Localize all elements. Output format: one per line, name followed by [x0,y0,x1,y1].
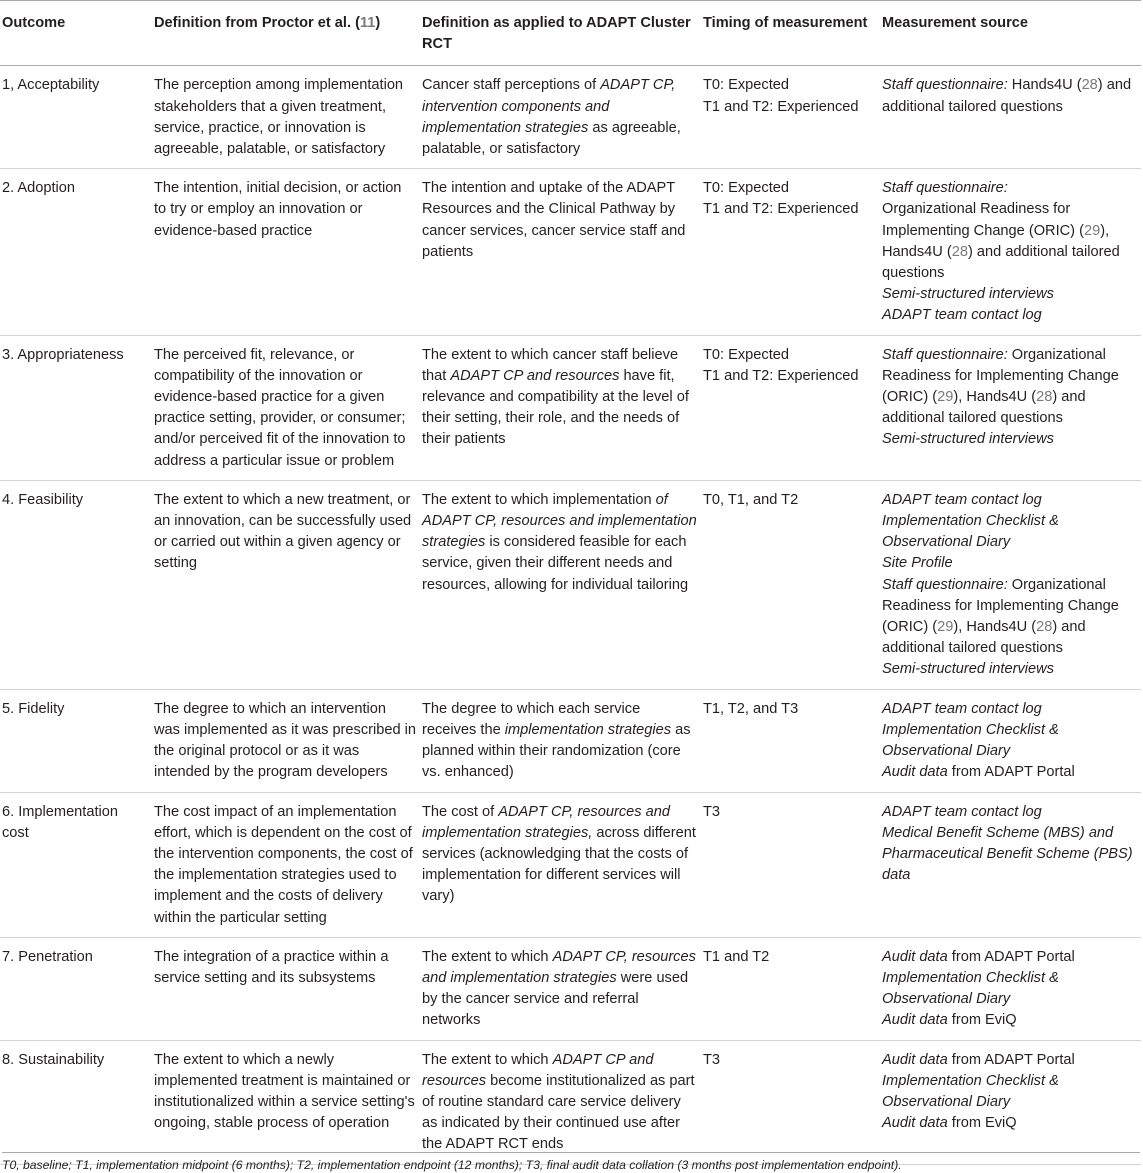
cell-outcome: 2. Adoption [2,180,76,197]
cell-definition-adapt [422,335,703,480]
cell-outcome: 3. Appropriateness [2,346,124,363]
timing-line: T3 [703,1051,721,1068]
italic-text: Audit data [882,1115,948,1132]
timing-line: T1, T2, and T3 [703,700,799,717]
source-line [882,1050,1137,1071]
table-row [0,480,1141,689]
text-run: Organizational Readiness for Implementing Change (ORIC) ( [882,576,1119,636]
source-line [882,1113,1137,1134]
cell-definition-adapt [422,792,703,937]
header-row [0,1,1141,66]
cell-definition-adapt [422,937,703,1040]
text-run: were used by the cancer service and referral networks [422,969,689,1029]
cell-definition-proctor: The cost impact of an implementation effort, which is dependent on the cost of the intervention components, the cost of the implementation strategies used to implement and the costs of delivery within the particular setting [154,803,413,926]
italic-text: Implementation Checklist & Observational Diary [882,969,1059,1008]
cell-definition-adapt [422,1040,703,1164]
italic-text: Semi-structured interviews [882,286,1054,303]
italic-text: Semi-structured interviews [882,661,1054,678]
italic-text: Medical Benefit Scheme (MBS) and Pharmaceutical Benefit Scheme (PBS) data [882,824,1133,884]
table-row [0,792,1141,937]
cell-source [882,169,1141,335]
italic-text: Implementation Checklist & Observational Diary [882,1072,1059,1110]
text-run: The cost of [422,803,499,820]
italic-text: Audit data [882,948,948,965]
table-footnote: T0, baseline; T1, implementation midpoint (6 months); T2, implementation endpoint (12 months); T3, final audit data collation (3 months post implementation endpoint). [2,1152,1140,1173]
table-row [0,335,1141,480]
header-timing: Timing of measurement [703,15,868,31]
italic-text: Staff questionnaire: [882,180,1008,197]
timing-line: T3 [703,803,721,820]
source-line [882,802,1137,823]
cell-outcome: 1, Acceptability [2,77,100,94]
italic-text: Audit data [882,1012,948,1029]
table-header [0,1,1141,66]
timing-line: T1 and T2 [703,948,770,965]
italic-text: Semi-structured interviews [882,431,1054,448]
italic-text: ADAPT team contact log [882,700,1042,717]
source-line [882,575,1137,660]
text-run: The intention and uptake of the ADAPT Resources and the Clinical Pathway by cancer services, cancer service staff and patients [422,180,686,260]
source-line [882,720,1137,762]
source-line [882,284,1137,305]
text-run: The extent to which implementation [422,491,656,508]
cell-timing [703,937,882,1040]
text-run: from EviQ [947,1115,1017,1132]
text-run: from ADAPT Portal [947,948,1075,965]
cell-definition-proctor: The perceived fit, relevance, or compatibility of the innovation or evidence-based practice for a given practice setting, provider, or consumer; and/or perceived fit of the innovation to address a particular issue or problem [154,346,406,469]
italic-text: Audit data [882,1051,948,1068]
header-definition-adapt: Definition as applied to ADAPT Cluster RCT [422,15,691,53]
text-run: from EviQ [947,1012,1017,1029]
text-run: ) and additional tailored questions [882,619,1086,657]
italic-text: of ADAPT CP, resources and implementation strategies [422,491,697,551]
source-line [882,659,1137,680]
header-source: Measurement source [882,15,1028,31]
header-definition-proctor-prefix: Definition from Proctor et al. ( [154,15,360,31]
text-run: become institutionalized as part of routine standard care service delivery as indicated by their continued use after the ADAPT RCT ends [422,1072,695,1153]
text-run: The extent to which [422,948,553,965]
text-run: as agreeable, palatable, or satisfactory [422,119,681,158]
text-run: as planned within their randomization (core vs. enhanced) [422,721,691,781]
source-line [882,947,1137,968]
cell-outcome: 5. Fidelity [2,700,65,717]
cell-definition-adapt [422,66,703,169]
text-run: ) and additional tailored questions [882,389,1086,427]
text-run: The degree to which each service receives the [422,700,641,738]
table-body [0,66,1141,1164]
text-run: Cancer staff perceptions of [422,77,601,94]
header-definition-proctor [154,1,422,66]
table-row [0,169,1141,335]
text-run: is considered feasible for each service, given their different needs and resources, allowing for individual tailoring [422,534,689,593]
header-outcome: Outcome [2,15,66,31]
timing-line: T0: Expected [703,180,789,197]
text-run: from ADAPT Portal [947,1051,1075,1068]
reference-link[interactable]: 28 [1081,77,1098,94]
source-line [882,199,1137,284]
text-run: ) and additional tailored questions [882,77,1132,115]
cell-definition-adapt [422,480,703,689]
cell-source [882,480,1141,689]
cell-definition-adapt [422,689,703,792]
reference-link[interactable]: 28 [951,243,968,260]
italic-text: ADAPT team contact log [882,803,1042,820]
reference-link[interactable]: 29 [1083,222,1101,239]
source-line [882,490,1137,511]
italic-text: ADAPT CP, intervention components and implementation strategies [422,77,676,136]
text-run: Organizational Readiness for Implementing Change (ORIC) ( [882,346,1119,406]
cell-timing [703,1040,882,1164]
cell-definition-proctor: The intention, initial decision, or action to try or employ an innovation or evidence-based practice [154,180,402,239]
source-line [882,968,1137,1010]
cell-timing [703,169,882,335]
table-row [0,937,1141,1040]
italic-text: ADAPT CP, resources and implementation strategies, [422,803,670,841]
text-run: Organizational Readiness for Implementing Change (ORIC) ( [882,201,1084,239]
source-line [882,699,1137,720]
source-line [882,553,1137,574]
source-line [882,1071,1137,1113]
cell-source [882,335,1141,480]
text-run: The extent to which [422,1051,553,1068]
text-run: from ADAPT Portal [947,764,1075,781]
text-run: ), Hands4U ( [953,619,1037,636]
cell-source [882,937,1141,1040]
source-line [882,762,1137,783]
cell-source [882,689,1141,792]
reference-link[interactable]: 11 [359,15,376,31]
cell-timing [703,689,882,792]
text-run: The extent to which cancer staff believe that [422,346,679,384]
cell-timing [703,792,882,937]
italic-text: ADAPT CP and resources [422,1051,654,1089]
reference-link[interactable]: 28 [1036,619,1053,636]
cell-source [882,66,1141,169]
italic-text: ADAPT team contact log [882,491,1042,508]
reference-link[interactable]: 28 [1036,389,1053,406]
table-row [0,689,1141,792]
cell-definition-proctor: The extent to which a newly implemented treatment is maintained or institutionalized within a service setting's ongoing, stable process of operation [154,1051,415,1132]
timing-line: T0, T1, and T2 [703,491,799,508]
table-row [0,66,1141,169]
text-run: ), Hands4U ( [953,389,1037,406]
source-line [882,75,1137,117]
text-run: Hands4U ( [1007,77,1082,94]
source-line [882,178,1137,199]
italic-text: ADAPT CP, resources and implementation strategies [422,948,696,986]
cell-outcome: 4. Feasibility [2,491,84,508]
cell-outcome: 8. Sustainability [2,1051,105,1068]
reference-link[interactable]: 29 [937,619,954,636]
text-run: ), Hands4U ( [882,222,1110,260]
italic-text: Audit data [882,764,948,781]
italic-text: Staff questionnaire: [882,77,1008,94]
italic-text: Implementation Checklist & Observational Diary [882,513,1059,551]
text-run: ) and additional tailored questions [882,243,1120,282]
source-line [882,305,1137,326]
reference-link[interactable]: 29 [937,389,954,406]
cell-source [882,1040,1141,1164]
cell-timing [703,66,882,169]
source-line [882,511,1137,553]
italic-text: Staff questionnaire: [882,346,1008,363]
timing-line: T1 and T2: Experienced [703,98,859,115]
cell-outcome: 7. Penetration [2,948,93,965]
cell-definition-proctor: The degree to which an intervention was implemented as it was prescribed in the original protocol or as it was intended by the program developers [154,700,416,781]
italic-text: Implementation Checklist & Observational Diary [882,721,1059,760]
timing-line: T1 and T2: Experienced [703,201,859,218]
italic-text: Staff questionnaire: [882,576,1008,593]
text-run: have fit, relevance and compatibility at the level of their setting, their role, and the needs of their patients [422,367,689,448]
text-run: across different services (acknowledging that the costs of implementation for different services will vary) [422,824,696,905]
timing-line: T0: Expected [703,77,789,94]
cell-outcome: 6. Implementation cost [2,803,119,841]
italic-text: ADAPT team contact log [882,307,1042,324]
source-line [882,1010,1137,1031]
cell-timing [703,335,882,480]
cell-definition-proctor: The extent to which a new treatment, or an innovation, can be successfully used or carried out within a given agency or setting [154,491,412,572]
cell-timing [703,480,882,689]
timing-line: T1 and T2: Experienced [703,367,859,384]
cell-source [882,792,1141,937]
italic-text: Site Profile [882,555,953,572]
cell-definition-proctor: The integration of a practice within a service setting and its subsystems [154,948,389,986]
cell-definition-proctor: The perception among implementation stakeholders that a given treatment, service, practice, or innovation is agreeable, palatable, or satisfactory [154,77,404,158]
cell-definition-adapt [422,169,703,335]
header-definition-proctor-suffix: ) [375,15,381,31]
italic-text: ADAPT CP and resources [450,367,620,384]
source-line [882,345,1137,430]
table-row [0,1040,1141,1164]
timing-line: T0: Expected [703,346,789,363]
italic-text: implementation strategies [504,721,672,738]
source-line [882,429,1137,450]
source-line [882,823,1137,887]
